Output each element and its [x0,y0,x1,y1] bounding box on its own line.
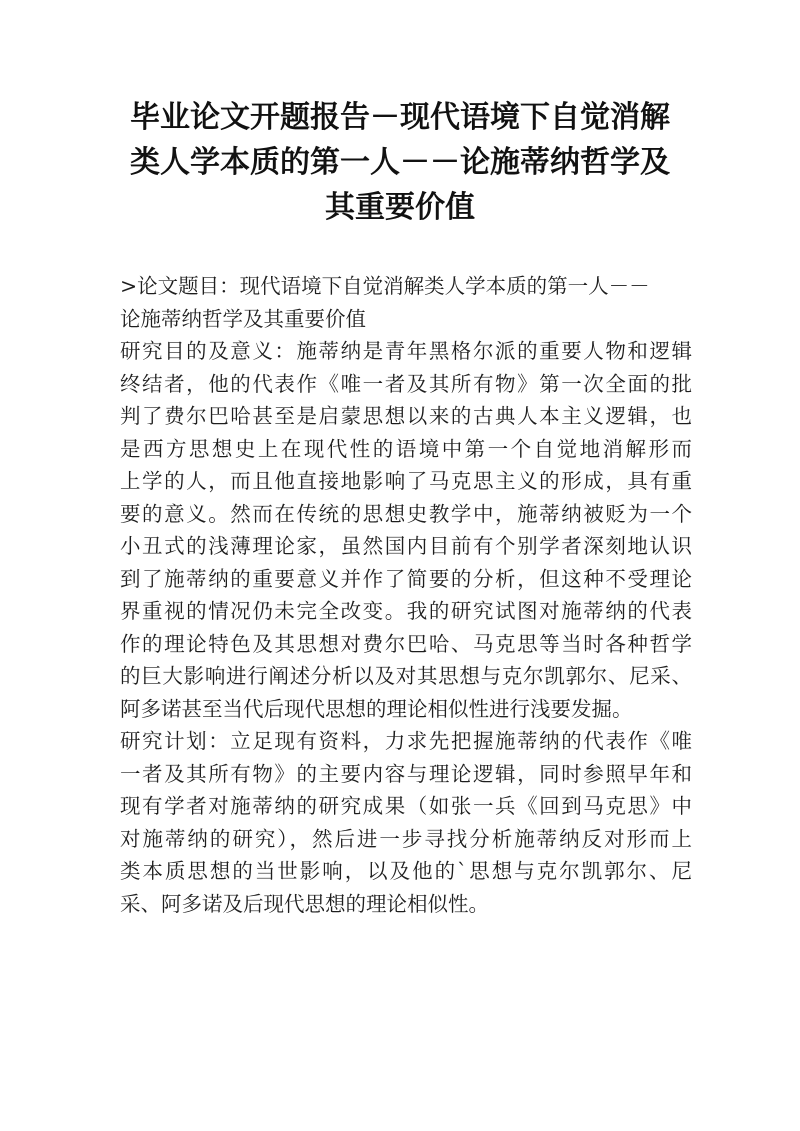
purpose-paragraph-line: 是西方思想史上在现代性的语境中第一个自觉地消解形而 [120,436,692,461]
plan-paragraph-line: 研究计划：立足现有资料，力求先把握施蒂纳的代表作《唯 [120,729,692,753]
purpose-paragraph-line: 到了施蒂纳的重要意义并作了简要的分析，但这种不受理论 [120,566,692,591]
purpose-paragraph-line: 作的理论特色及其思想对费尔巴哈、马克思等当时各种哲学 [120,631,692,656]
purpose-paragraph-line: 要的意义。然而在传统的思想史教学中，施蒂纳被贬为一个 [120,501,692,526]
plan-paragraph-line: 现有学者对施蒂纳的研究成果（如张一兵《回到马克思》中 [120,794,692,818]
purpose-paragraph-line: 小丑式的浅薄理论家，虽然国内目前有个别学者深刻地认识 [120,534,692,558]
purpose-paragraph-line: 的巨大影响进行阐述分析以及对其思想与克尔凯郭尔、尼采、 [120,664,692,688]
title-line: 毕业论文开题报告－现代语境下自觉消解 [130,100,670,135]
title-line: 其重要价值 [325,190,475,225]
purpose-paragraph-line: 阿多诺甚至当代后现代思想的理论相似性进行浅要发掘。 [120,696,633,721]
plan-paragraph-line: 一者及其所有物》的主要内容与理论逻辑，同时参照早年和 [120,761,692,786]
purpose-paragraph-line: 研究目的及意义：施蒂纳是青年黑格尔派的重要人物和逻辑 [120,339,692,363]
thesis-topic-line: 论施蒂纳哲学及其重要价值 [120,306,366,331]
title-line: 类人学本质的第一人－－论施蒂纳哲学及 [130,145,670,180]
plan-paragraph-line: 类本质思想的当世影响，以及他的`思想与克尔凯郭尔、尼 [120,859,692,883]
purpose-paragraph-line: 界重视的情况仍未完全改变。我的研究试图对施蒂纳的代表 [120,599,692,623]
document-body [120,270,692,920]
purpose-paragraph-line: 终结者，他的代表作《唯一者及其所有物》第一次全面的批 [120,371,692,396]
plan-paragraph-line: 采、阿多诺及后现代思想的理论相似性。 [120,891,489,916]
purpose-paragraph-line: 判了费尔巴哈甚至是启蒙思想以来的古典人本主义逻辑，也 [120,404,692,428]
plan-paragraph-line: 对施蒂纳的研究），然后进一步寻找分析施蒂纳反对形而上 [120,826,692,851]
purpose-paragraph-line: 上学的人，而且他直接地影响了马克思主义的形成，具有重 [120,469,692,493]
thesis-topic-line: >论文题目：现代语境下自觉消解类人学本质的第一人－－ [120,274,650,298]
document-title [110,95,690,230]
